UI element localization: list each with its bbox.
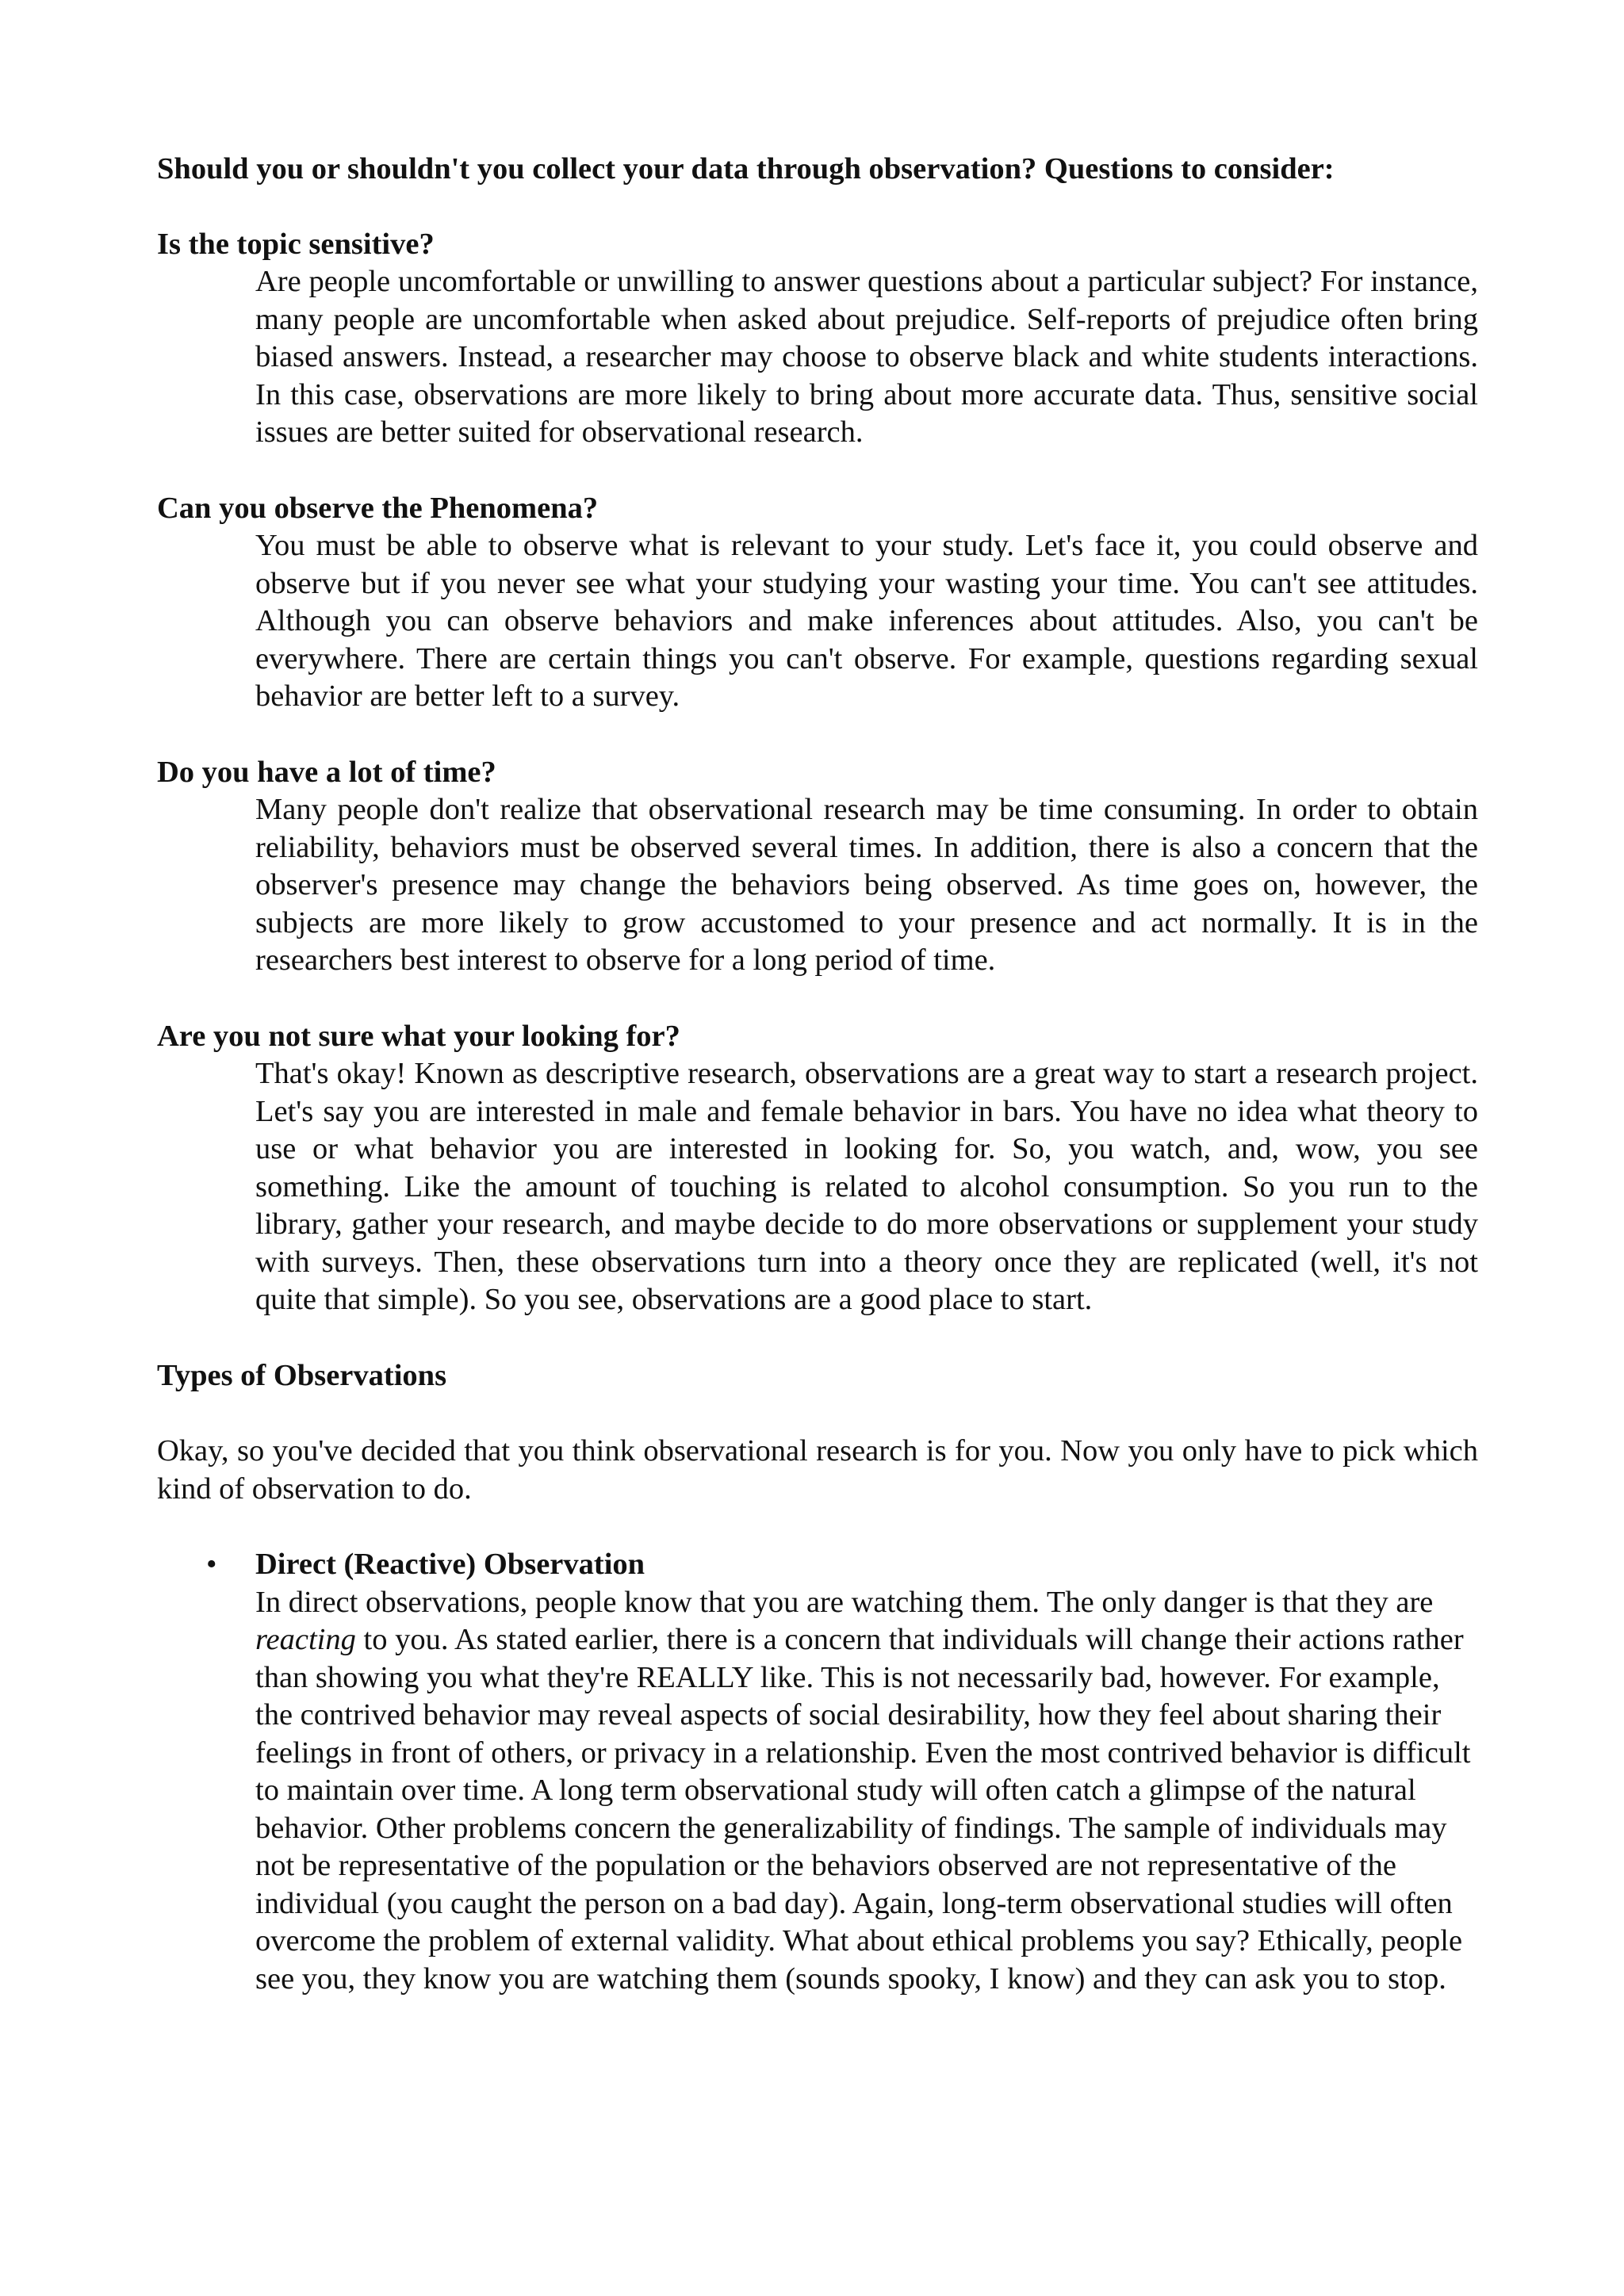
- document-page: [157, 151, 1478, 1998]
- question-heading: Is the topic sensitive?: [157, 227, 435, 261]
- question-heading: Do you have a lot of time?: [157, 755, 496, 789]
- question-body: That's okay! Known as descriptive research, observations are a great way to start a research project. Let's say you are interested in male and female behavior in bars. You have no idea what theory to use or what behavior you are interested in looking for. So, you watch, and, wow, you see something. Like the amount of touching is related to alcohol consumption. So you run to the library, gather your research, and maybe decide to do more observations or supplement your study with surveys. Then, these observations turn into a theory once they are replicated (well, it's not quite that simple). So you see, observations are a good place to start.: [255, 1057, 1478, 1316]
- bullet-icon: •: [206, 1548, 217, 1581]
- question-block-not-sure: [157, 1018, 1478, 1319]
- question-body: Many people don't realize that observational research may be time consuming. In order to obtain reliability, behaviors must be observed several times. In addition, there is also a concern that the observer's presence may change the behaviors being observed. As time goes on, however, the subjects are more likely to grow accustomed to your presence and act normally. It is in the researchers best interest to observe for a long period of time.: [255, 793, 1478, 977]
- observation-types-list: [157, 1546, 1478, 1998]
- question-heading: Are you not sure what your looking for?: [157, 1019, 680, 1053]
- type-body: [255, 1584, 1478, 1999]
- question-heading: Can you observe the Phenomena?: [157, 491, 599, 525]
- document-title: Should you or shouldn't you collect your data through observation? Questions to consider:: [157, 152, 1335, 186]
- type-body-text-after: to you. As stated earlier, there is a concern that individuals will change their actions rather than showing you what they're REALLY like. This is not necessarily bad, however. For example, the contrived behavior may reveal aspects of social desirability, how they feel about sharing their feelings in front of others, or privacy in a relationship. Even the most contrived behavior is difficult to maintain over time. A long term observational study will often catch a glimpse of the natural behavior. Other problems concern the generalizability of findings. The sample of individuals may not be representative of the population or the behaviors observed are not representative of the individual (you caught the person on a bad day). Again, long-term observational studies will often overcome the problem of external validity. What about ethical problems you say? Ethically, people see you, they know you are watching them (sounds spooky, I know) and they can ask you to stop.: [255, 1623, 1471, 1996]
- types-intro-paragraph: Okay, so you've decided that you think observational research is for you. Now you only have to pick which kind of observation to do.: [157, 1434, 1478, 1506]
- question-block-sensitive: [157, 226, 1478, 452]
- type-title: Direct (Reactive) Observation: [255, 1548, 645, 1581]
- question-body: Are people uncomfortable or unwilling to answer questions about a particular subject? For instance, many people are uncomfortable when asked about prejudice. Self-reports of prejudice often bring biased answers. Instead, a researcher may choose to observe black and white students interactions. In this case, observations are more likely to bring about more accurate data. Thus, sensitive social issues are better suited for observational research.: [255, 265, 1478, 449]
- question-block-time: [157, 754, 1478, 980]
- section-heading-types: Types of Observations: [157, 1358, 447, 1392]
- type-body-text-before: In direct observations, people know that you are watching them. The only danger is that they are: [255, 1585, 1434, 1619]
- question-block-phenomena: [157, 490, 1478, 716]
- question-body: You must be able to observe what is relevant to your study. Let's face it, you could observe and observe but if you never see what your studying your wasting your time. You can't see attitudes. Although you can observe behaviors and make inferences about attitudes. Also, you can't be everywhere. There are certain things you can't observe. For example, questions regarding sexual behavior are better left to a survey.: [255, 529, 1478, 713]
- list-item-direct-observation: [157, 1546, 1478, 1998]
- type-body-italic: reacting: [255, 1623, 356, 1656]
